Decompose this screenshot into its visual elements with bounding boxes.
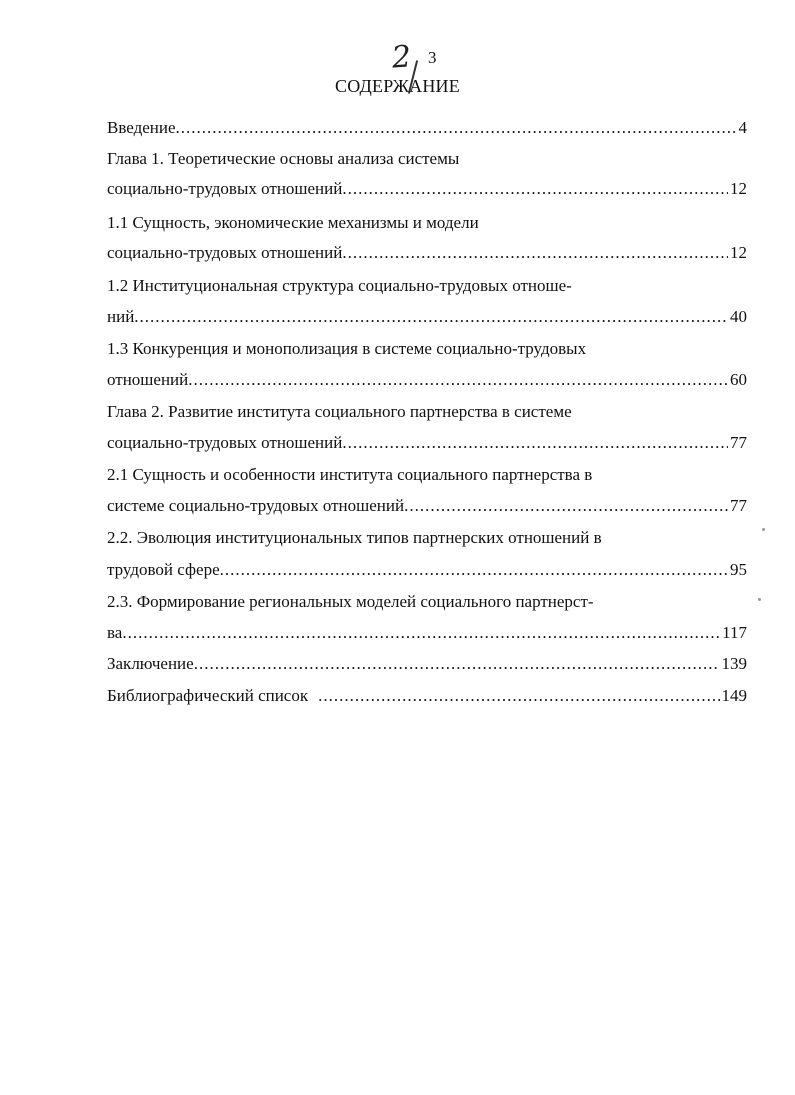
toc-entry-label: отношений (107, 370, 189, 389)
toc-entry-label: 1.3 Конкуренция и монополизация в системе социально-трудовых (107, 339, 587, 358)
toc-entry-section-1-3-line-2 (107, 368, 747, 392)
toc-entry-label: социально-трудовых отношений (107, 433, 343, 452)
toc-entry-label: 2.3. Формирование региональных моделей социального партнерст- (107, 592, 594, 611)
scan-speck (758, 598, 761, 601)
toc-entry-page: 12 (730, 179, 747, 198)
toc-entry-page: 12 (730, 243, 747, 262)
dot-leader (134, 305, 728, 329)
toc-entry-section-2-1-line-2 (107, 494, 747, 518)
toc-entry-page: 117 (722, 623, 747, 642)
toc-entry-label: ний (107, 307, 135, 326)
toc-entry-bibliography (107, 684, 747, 708)
dot-leader (404, 494, 728, 518)
dot-leader (342, 177, 728, 201)
toc-entry-label: ва (107, 623, 123, 642)
toc-entry-label: 1.1 Сущность, экономические механизмы и модели (107, 213, 479, 232)
dot-leader (342, 241, 728, 265)
toc-entry-chapter-1-line-2 (107, 177, 747, 201)
dot-leader (342, 431, 728, 455)
toc-entry-page: 139 (721, 654, 747, 673)
page-title: СОДЕРЖАНИЕ (335, 76, 460, 96)
toc-entry-label: 1.2 Институциональная структура социально-трудовых отноше- (107, 276, 572, 295)
toc-entry-section-1-2-line-2 (107, 305, 747, 329)
dot-leader (122, 621, 720, 645)
toc-entry-page: 77 (730, 496, 747, 515)
toc-entry-label: 2.2. Эволюция институциональных типов партнерских отношений в (107, 528, 602, 547)
dot-leader (318, 684, 719, 708)
toc-entry-page: 149 (721, 686, 747, 705)
handwritten-page-number: 2 (390, 39, 413, 76)
toc-entry-section-2-1-line-1 (107, 463, 747, 487)
toc-entry-label: 2.1 Сущность и особенности института социального партнерства в (107, 465, 593, 484)
dot-leader (176, 116, 737, 140)
toc-entry-label: социально-трудовых отношений (107, 179, 343, 198)
dot-leader (188, 368, 728, 392)
toc-entry-label: трудовой сфере (107, 560, 220, 579)
toc-entry-conclusion (107, 652, 747, 676)
toc-entry-page: 40 (730, 307, 747, 326)
toc-entry-section-1-1-line-1 (107, 211, 747, 235)
toc-entry-chapter-2-line-2 (107, 431, 747, 455)
toc-entry-label: системе социально-трудовых отношений (107, 496, 405, 515)
toc-entry-page: 4 (738, 118, 747, 137)
toc-entry-introduction (107, 116, 747, 140)
toc-entry-section-1-1-line-2 (107, 241, 747, 265)
dot-leader (194, 652, 720, 676)
toc-entry-section-2-2-line-2 (107, 558, 747, 582)
page-number: 3 (428, 48, 437, 67)
dot-leader (220, 558, 728, 582)
scan-speck (762, 528, 765, 531)
toc-entry-section-2-3-line-2 (107, 621, 747, 645)
toc-entry-page: 95 (730, 560, 747, 579)
toc-entry-page: 60 (730, 370, 747, 389)
toc-entry-label: Введение (107, 118, 176, 137)
toc-entry-section-1-2-line-1 (107, 274, 747, 298)
toc-entry-page: 77 (730, 433, 747, 452)
toc-entry-label: социально-трудовых отношений (107, 243, 343, 262)
toc-entry-label: Глава 1. Теоретические основы анализа системы (107, 149, 460, 168)
toc-entry-section-2-2-line-1 (107, 526, 747, 550)
toc-entry-label: Глава 2. Развитие института социального партнерства в системе (107, 402, 572, 421)
toc-entry-chapter-2-line-1 (107, 400, 747, 424)
toc-entry-section-1-3-line-1 (107, 337, 747, 361)
toc-entry-chapter-1-line-1 (107, 147, 747, 171)
toc-entry-label: Заключение (107, 654, 194, 673)
toc-entry-label: Библиографический список (107, 686, 309, 705)
toc-entry-section-2-3-line-1 (107, 590, 747, 614)
